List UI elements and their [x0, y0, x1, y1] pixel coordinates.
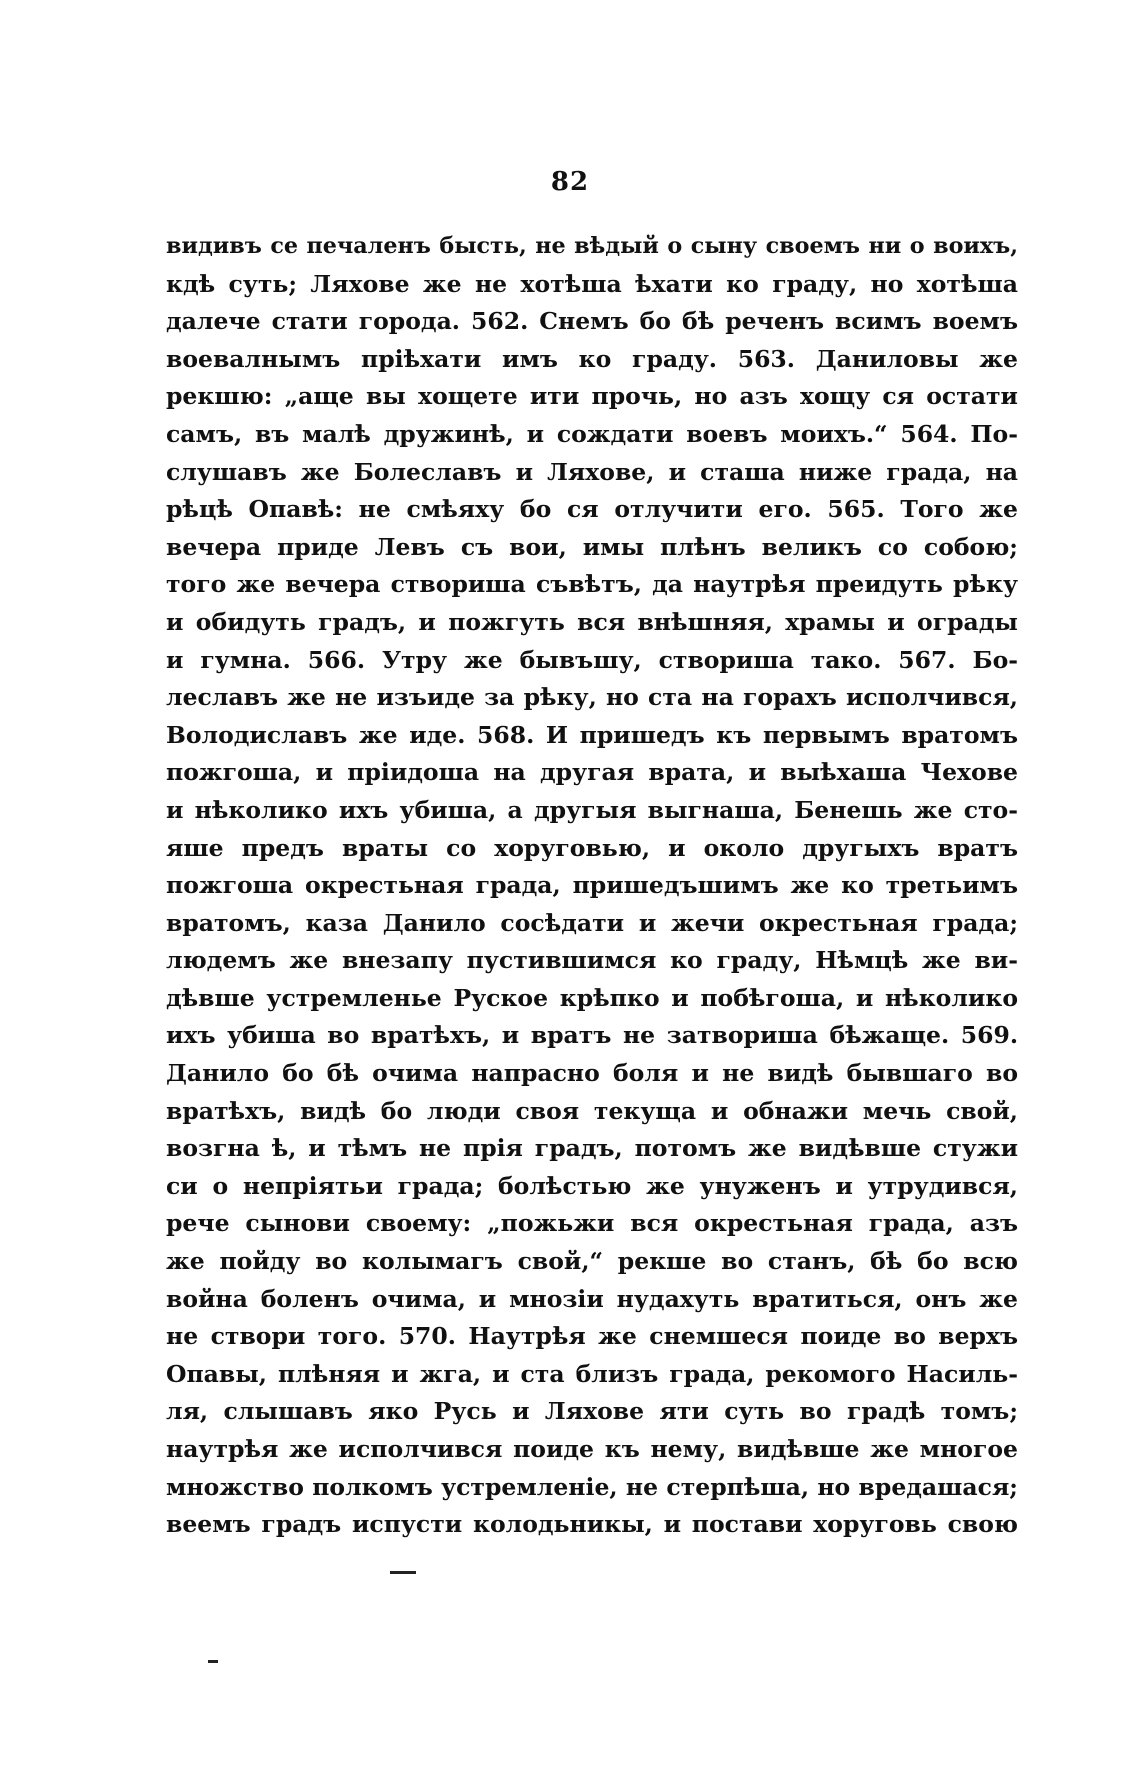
- text-line: далече стати города. 562. Снемъ бо бѣ реченъ всимъ воемъ: [166, 307, 1018, 336]
- text-line: пожгоша окрестьная града, пришедъшимъ же ко третьимъ: [166, 871, 1018, 900]
- text-line: вратомъ, каза Данило сосѣдати и жечи окрестьная града;: [166, 908, 1018, 937]
- text-line: не створи того. 570. Наутрѣя же снемшеся поиде во верхъ: [166, 1322, 1018, 1351]
- text-line: яше предъ враты со хоруговью, и около другыхъ вратъ: [166, 833, 1018, 862]
- text-line: рекшю: „аще вы хощете ити прочь, но азъ хощу ся остати: [166, 382, 1018, 411]
- text-line: и обидуть градъ, и пожгуть вся внѣшняя, храмы и ограды: [166, 607, 1018, 636]
- text-line: вратѣхъ, видѣ бо люди своя текуща и обнажи мечь свой,: [166, 1096, 1018, 1125]
- text-line: веемъ градъ испусти колодьникы, и постави хоруговь свою: [166, 1510, 1018, 1539]
- ink-mark: [208, 1660, 218, 1663]
- text-line: наутрѣя же исполчився поиде къ нему, видѣвше же многое: [166, 1435, 1018, 1463]
- body-text: [166, 228, 1018, 1544]
- text-line: Опавы, плѣняя и жга, и ста близъ града, рекомого Насиль-: [166, 1359, 1018, 1388]
- page-number: 82: [550, 167, 590, 197]
- ink-mark: [390, 1571, 416, 1574]
- text-line: леславъ же не изъиде за рѣку, но ста на горахъ исполчився,: [166, 683, 1018, 712]
- text-line: кдѣ суть; Ляхове же не хотѣша ѣхати ко граду, но хотѣша: [166, 269, 1018, 298]
- text-line: вечера приде Левъ съ вои, имы плѣнъ великъ со собою;: [166, 532, 1018, 561]
- text-line: множство полкомъ устремленіе, не стерпѣша, но вредашася;: [166, 1472, 1018, 1501]
- text-line: и нѣколико ихъ убиша, а другыя выгнаша, Бенешь же сто-: [166, 795, 1018, 824]
- text-line: война боленъ очима, и мнозіи нудахуть вратиться, онъ же: [166, 1284, 1018, 1313]
- text-line: того же вечера створиша съвѣтъ, да наутрѣя преидуть рѣку: [166, 570, 1018, 599]
- text-line: си о непріятьи града; болѣстью же унуженъ и утрудився,: [166, 1171, 1018, 1200]
- text-line: пожгоша, и пріидоша на другая врата, и выѣхаша Чехове: [166, 758, 1018, 787]
- text-line: рече сынови своему: „пожьжи вся окрестьная града, азъ: [166, 1209, 1018, 1238]
- text-line: Данило бо бѣ очима напрасно боля и не видѣ бывшаго во: [166, 1059, 1018, 1088]
- text-line: возгна ѣ, и тѣмъ не прія градъ, потомъ же видѣвше стужи: [166, 1134, 1018, 1163]
- text-line: рѣцѣ Опавѣ: не смѣяху бо ся отлучити его. 565. Того же: [166, 495, 1018, 524]
- text-line: дѣвше устремленье Руское крѣпко и побѣгоша, и нѣколико: [166, 983, 1018, 1012]
- text-line: ихъ убиша во вратѣхъ, и вратъ не затвориша бѣжаще. 569.: [166, 1021, 1018, 1050]
- text-line: видивъ се печаленъ бысть, не вѣдый о сыну своемъ ни о воихъ,: [166, 233, 1018, 259]
- text-line: Володиславъ же иде. 568. И пришедъ къ первымъ вратомъ: [166, 720, 1018, 749]
- text-line: и гумна. 566. Утру же бывъшу, створиша тако. 567. Бо-: [166, 645, 1018, 674]
- text-line: воевалнымъ пріѣхати имъ ко граду. 563. Даниловы же: [166, 344, 1018, 373]
- text-line: ля, слышавъ яко Русь и Ляхове яти суть во градѣ томъ;: [166, 1397, 1018, 1426]
- text-line: слушавъ же Болеславъ и Ляхове, и сташа ниже града, на: [166, 457, 1018, 486]
- text-line: же пойду во колымагъ свой,“ рекше во станъ, бѣ бо всю: [166, 1247, 1018, 1276]
- text-line: самъ, въ малѣ дружинѣ, и сождати воевъ моихъ.“ 564. По-: [166, 419, 1018, 448]
- text-line: людемъ же внезапу пустившимся ко граду, Нѣмцѣ же ви-: [166, 946, 1018, 975]
